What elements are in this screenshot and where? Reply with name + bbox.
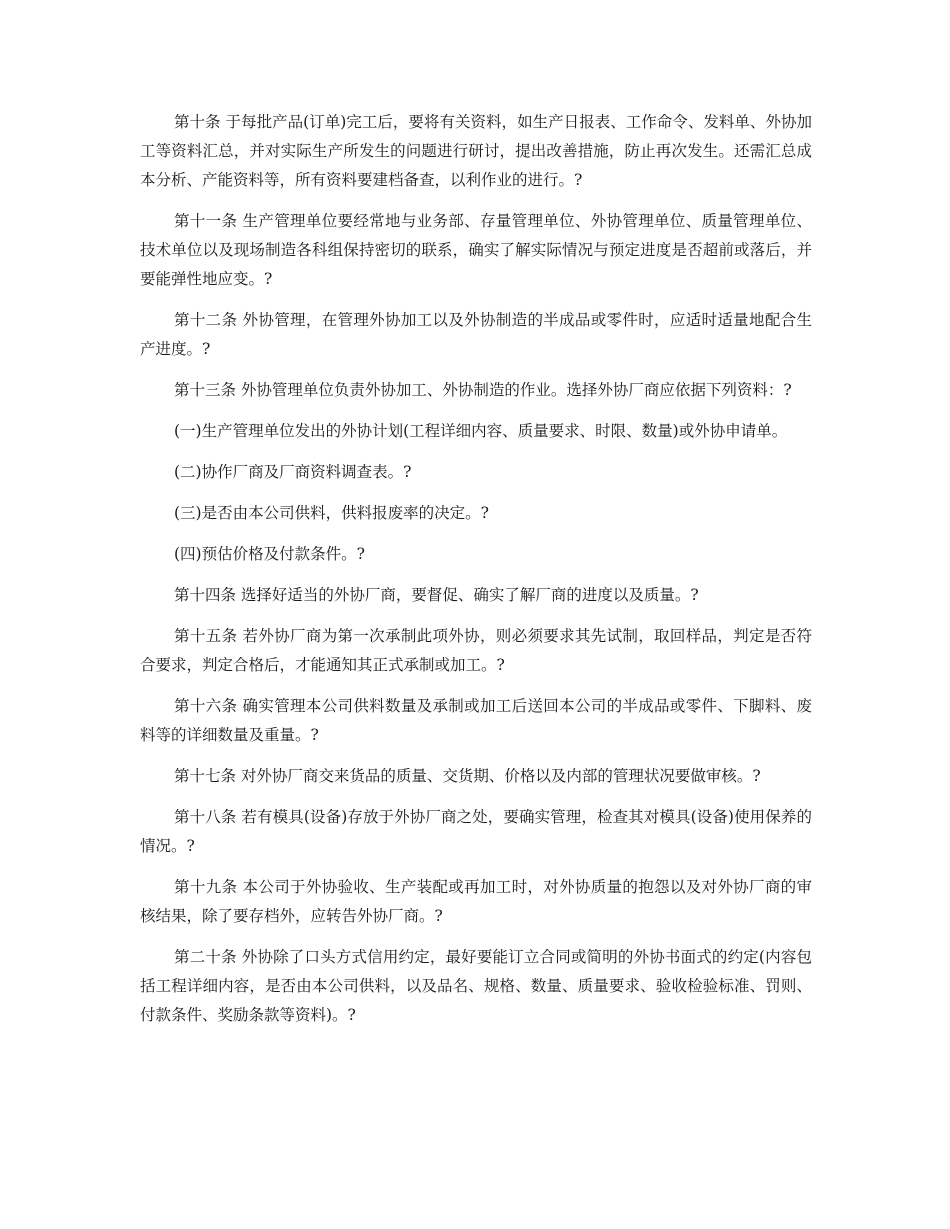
article-16-paragraph: 第十六条 确实管理本公司供料数量及承制或加工后送回本公司的半成品或零件、下脚料、废料等的详细数量及重量。? <box>140 697 812 744</box>
article-15-paragraph: 第十五条 若外协厂商为第一次承制此项外协，则必须要求其先试制，取回样品，判定是否符合要求，判定合格后，才能通知其正式承制或加工。? <box>140 627 812 674</box>
article-19-paragraph: 第十九条 本公司于外协验收、生产装配或再加工时，对外协质量的抱怨以及对外协厂商的审核结果，除了要存档外，应转告外协厂商。? <box>140 878 812 925</box>
article-13-item-1: (一)生产管理单位发出的外协计划(工程详细内容、质量要求、时限、数量)或外协申请单。 <box>174 422 788 440</box>
article-11-paragraph: 第十一条 生产管理单位要经常地与业务部、存量管理单位、外协管理单位、质量管理单位、技术单位以及现场制造各科组保持密切的联系，确实了解实际情况与预定进度是否超前或落后，并要能弹性地应变。? <box>140 212 812 288</box>
article-13-item-3: (三)是否由本公司供料，供料报废率的决定。? <box>174 504 489 522</box>
article-13-item-4: (四)预估价格及付款条件。? <box>174 545 365 563</box>
article-20-paragraph: 第二十条 外协除了口头方式信用约定，最好要能订立合同或简明的外协书面式的约定(内容包括工程详细内容，是否由本公司供料，以及品名、规格、数量、质量要求、验收检验标准、罚则、付款条件、奖励条款等资料)。? <box>140 948 812 1024</box>
article-10-paragraph: 第十条 于每批产品(订单)完工后，要将有关资料，如生产日报表、工作命令、发料单、外协加工等资料汇总，并对实际生产所发生的问题进行研讨，提出改善措施，防止再次发生。还需汇总成本分析、产能资料等，所有资料要建档备查，以利作业的进行。? <box>140 113 812 189</box>
document-page <box>140 108 812 1042</box>
article-13-paragraph: 第十三条 外协管理单位负责外协加工、外协制造的作业。选择外协厂商应依据下列资料：? <box>174 381 792 399</box>
article-18-paragraph: 第十八条 若有模具(设备)存放于外协厂商之处，要确实管理，检查其对模具(设备)使用保养的情况。? <box>140 808 812 855</box>
article-14-paragraph: 第十四条 选择好适当的外协厂商，要督促、确实了解厂商的进度以及质量。? <box>174 586 699 604</box>
article-13-item-2: (二)协作厂商及厂商资料调查表。? <box>174 463 412 481</box>
article-17-paragraph: 第十七条 对外协厂商交来货品的质量、交货期、价格以及内部的管理状况要做审核。? <box>174 767 761 785</box>
article-12-paragraph: 第十二条 外协管理，在管理外协加工以及外协制造的半成品或零件时，应适时适量地配合生产进度。? <box>140 311 812 358</box>
